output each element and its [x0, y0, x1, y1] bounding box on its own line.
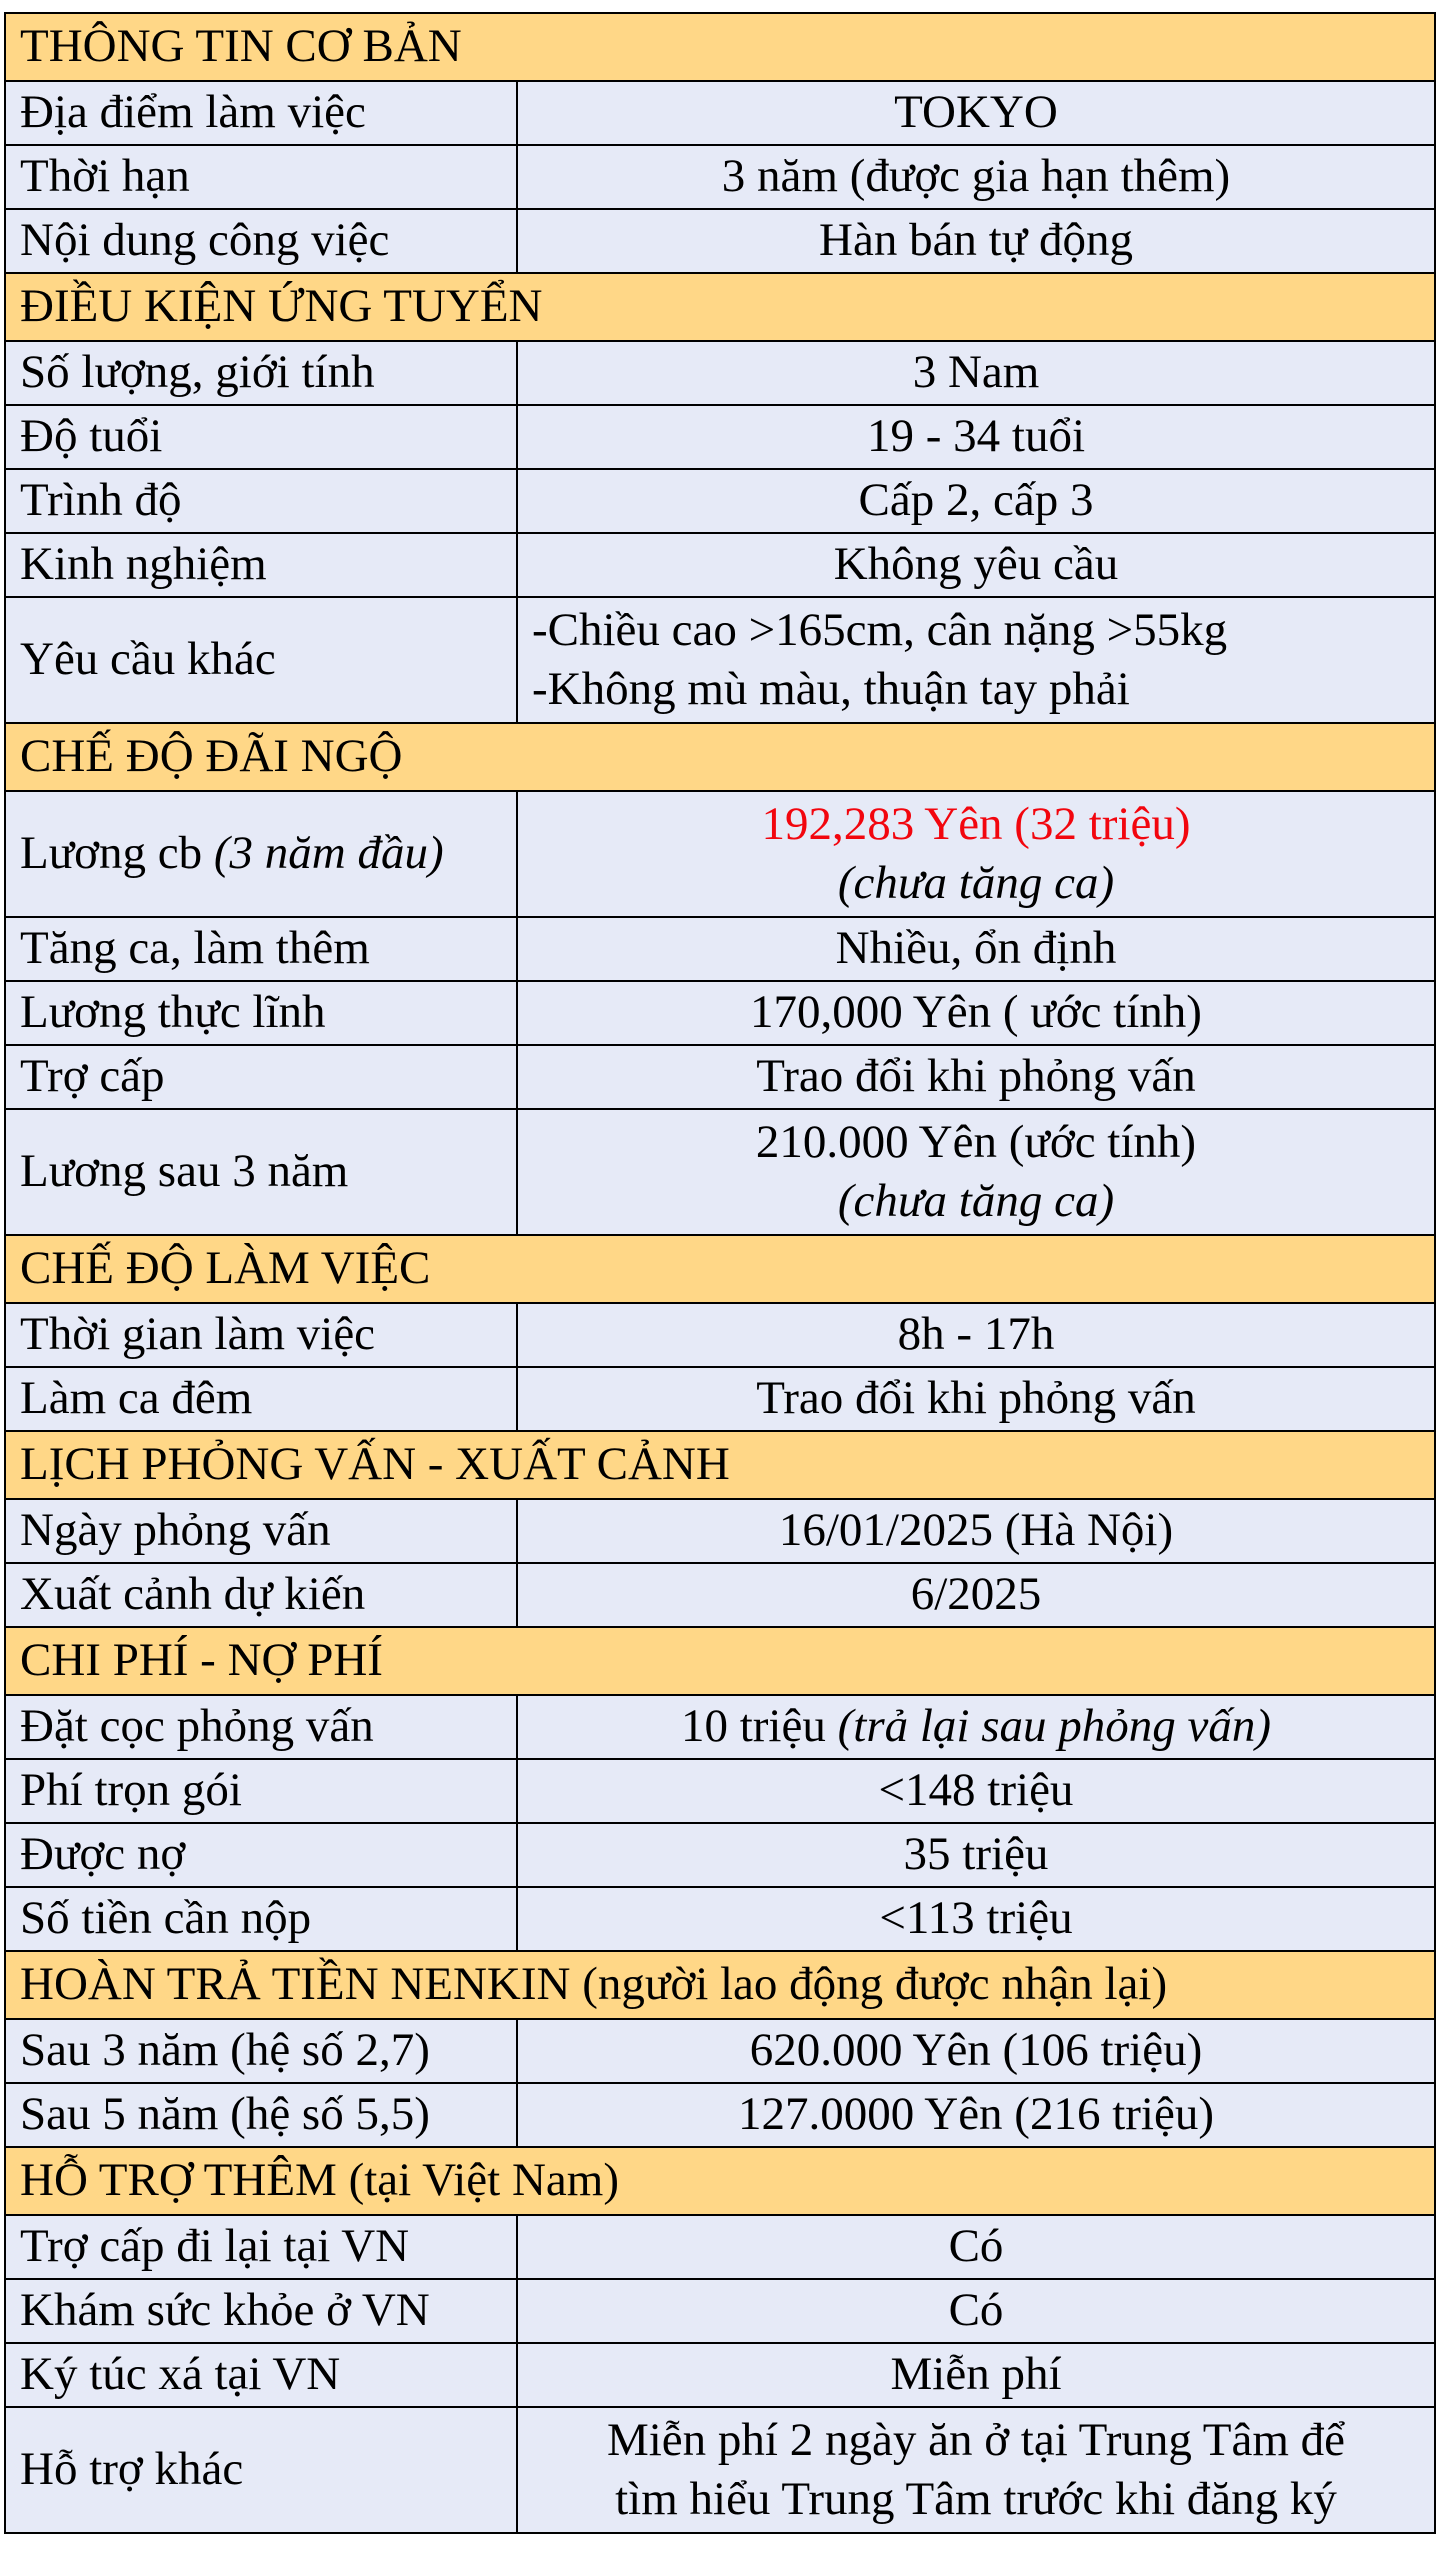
row-label: Thời gian làm việc [5, 1303, 517, 1367]
table-row [5, 2083, 1435, 2147]
row-value: 35 triệu [517, 1823, 1435, 1887]
section-title: CHẾ ĐỘ ĐÃI NGỘ [5, 723, 1435, 791]
row-value: 19 - 34 tuổi [517, 405, 1435, 469]
section-title: CHI PHÍ - NỢ PHÍ [5, 1627, 1435, 1695]
row-value: 170,000 Yên ( ước tính) [517, 981, 1435, 1045]
row-label: Số tiền cần nộp [5, 1887, 517, 1951]
section-title: LỊCH PHỎNG VẤN - XUẤT CẢNH [5, 1431, 1435, 1499]
section-header-conditions [5, 273, 1435, 341]
section-title: ĐIỀU KIỆN ỨNG TUYỂN [5, 273, 1435, 341]
table-row [5, 981, 1435, 1045]
row-label: Sau 5 năm (hệ số 5,5) [5, 2083, 517, 2147]
table-row [5, 1303, 1435, 1367]
row-value: 3 Nam [517, 341, 1435, 405]
row-label: Kinh nghiệm [5, 533, 517, 597]
job-info-table [4, 12, 1436, 2534]
table-row [5, 2343, 1435, 2407]
row-value: 8h - 17h [517, 1303, 1435, 1367]
table-row [5, 469, 1435, 533]
row-label: Ký túc xá tại VN [5, 2343, 517, 2407]
row-value: 620.000 Yên (106 triệu) [517, 2019, 1435, 2083]
row-value: 6/2025 [517, 1563, 1435, 1627]
row-label: Ngày phỏng vấn [5, 1499, 517, 1563]
table-row [5, 1045, 1435, 1109]
table-row [5, 533, 1435, 597]
salary-highlight: 192,283 Yên (32 triệu) [761, 797, 1191, 850]
value-text: 10 triệu [680, 1700, 826, 1753]
table-row [5, 1887, 1435, 1951]
row-label: Thời hạn [5, 145, 517, 209]
value-line: 210.000 Yên (ước tính) [755, 1115, 1197, 1168]
label-note: (3 năm đầu) [213, 827, 444, 880]
row-label: Trình độ [5, 469, 517, 533]
table-row [5, 791, 1435, 917]
table-row [5, 1759, 1435, 1823]
row-label: Tăng ca, làm thêm [5, 917, 517, 981]
table-row [5, 341, 1435, 405]
row-value: Hàn bán tự động [517, 209, 1435, 273]
row-label: Lương sau 3 năm [5, 1109, 517, 1235]
value-line: -Không mù màu, thuận tay phải [532, 663, 1130, 715]
row-value: Không yêu cầu [517, 533, 1435, 597]
table-row [5, 209, 1435, 273]
row-label: Yêu cầu khác [5, 597, 517, 723]
row-label: Lương thực lĩnh [5, 981, 517, 1045]
row-label: Xuất cảnh dự kiến [5, 1563, 517, 1627]
row-value [517, 1695, 1435, 1759]
row-value: Trao đổi khi phỏng vấn [517, 1367, 1435, 1431]
table-row [5, 1695, 1435, 1759]
section-header-nenkin [5, 1951, 1435, 2019]
table-row [5, 2019, 1435, 2083]
section-header-schedule [5, 1431, 1435, 1499]
row-value [517, 2407, 1435, 2533]
row-value: <148 triệu [517, 1759, 1435, 1823]
section-title: HOÀN TRẢ TIỀN NENKIN (người lao động được nhận lại) [5, 1951, 1435, 2019]
table-row [5, 81, 1435, 145]
section-header-support [5, 2147, 1435, 2215]
section-header-costs [5, 1627, 1435, 1695]
table-row [5, 917, 1435, 981]
table-row [5, 405, 1435, 469]
row-value: TOKYO [517, 81, 1435, 145]
row-value [517, 1109, 1435, 1235]
row-label: Số lượng, giới tính [5, 341, 517, 405]
section-title: CHẾ ĐỘ LÀM VIỆC [5, 1235, 1435, 1303]
row-value [517, 597, 1435, 723]
row-label: Phí trọn gói [5, 1759, 517, 1823]
row-label: Sau 3 năm (hệ số 2,7) [5, 2019, 517, 2083]
value-line: Miễn phí 2 ngày ăn ở tại Trung Tâm để [606, 2413, 1346, 2466]
row-label: Làm ca đêm [5, 1367, 517, 1431]
row-value: 3 năm (được gia hạn thêm) [517, 145, 1435, 209]
row-label: Hỗ trợ khác [5, 2407, 517, 2533]
row-value [517, 791, 1435, 917]
table-row [5, 1563, 1435, 1627]
row-label: Địa điểm làm việc [5, 81, 517, 145]
row-label: Được nợ [5, 1823, 517, 1887]
table-row [5, 2215, 1435, 2279]
section-title: THÔNG TIN CƠ BẢN [5, 13, 1435, 81]
table-row [5, 2407, 1435, 2533]
value-line: tìm hiểu Trung Tâm trước khi đăng ký [615, 2473, 1337, 2525]
row-label: Trợ cấp đi lại tại VN [5, 2215, 517, 2279]
row-value: Nhiều, ổn định [517, 917, 1435, 981]
row-label: Nội dung công việc [5, 209, 517, 273]
table-row [5, 1367, 1435, 1431]
row-value: <113 triệu [517, 1887, 1435, 1951]
row-value: Miễn phí [517, 2343, 1435, 2407]
table-row [5, 597, 1435, 723]
section-header-work [5, 1235, 1435, 1303]
row-value: 127.0000 Yên (216 triệu) [517, 2083, 1435, 2147]
row-value: 16/01/2025 (Hà Nội) [517, 1499, 1435, 1563]
table-row [5, 1823, 1435, 1887]
row-value: Cấp 2, cấp 3 [517, 469, 1435, 533]
row-label: Đặt cọc phỏng vấn [5, 1695, 517, 1759]
section-title: HỖ TRỢ THÊM (tại Việt Nam) [5, 2147, 1435, 2215]
section-header-benefits [5, 723, 1435, 791]
value-note: (trả lại sau phỏng vấn) [837, 1700, 1272, 1753]
row-label: Độ tuổi [5, 405, 517, 469]
table-row [5, 1109, 1435, 1235]
value-note: (chưa tăng ca) [837, 1175, 1115, 1227]
row-label: Khám sức khỏe ở VN [5, 2279, 517, 2343]
value-note: (chưa tăng ca) [837, 857, 1115, 909]
row-label [5, 791, 517, 917]
label-text: Lương cb [20, 827, 203, 880]
row-label: Trợ cấp [5, 1045, 517, 1109]
table-row [5, 2279, 1435, 2343]
section-header-basic-info [5, 13, 1435, 81]
row-value: Có [517, 2215, 1435, 2279]
row-value: Trao đổi khi phỏng vấn [517, 1045, 1435, 1109]
value-line: -Chiều cao >165cm, cân nặng >55kg [532, 603, 1228, 656]
row-value: Có [517, 2279, 1435, 2343]
table-row [5, 1499, 1435, 1563]
table-row [5, 145, 1435, 209]
